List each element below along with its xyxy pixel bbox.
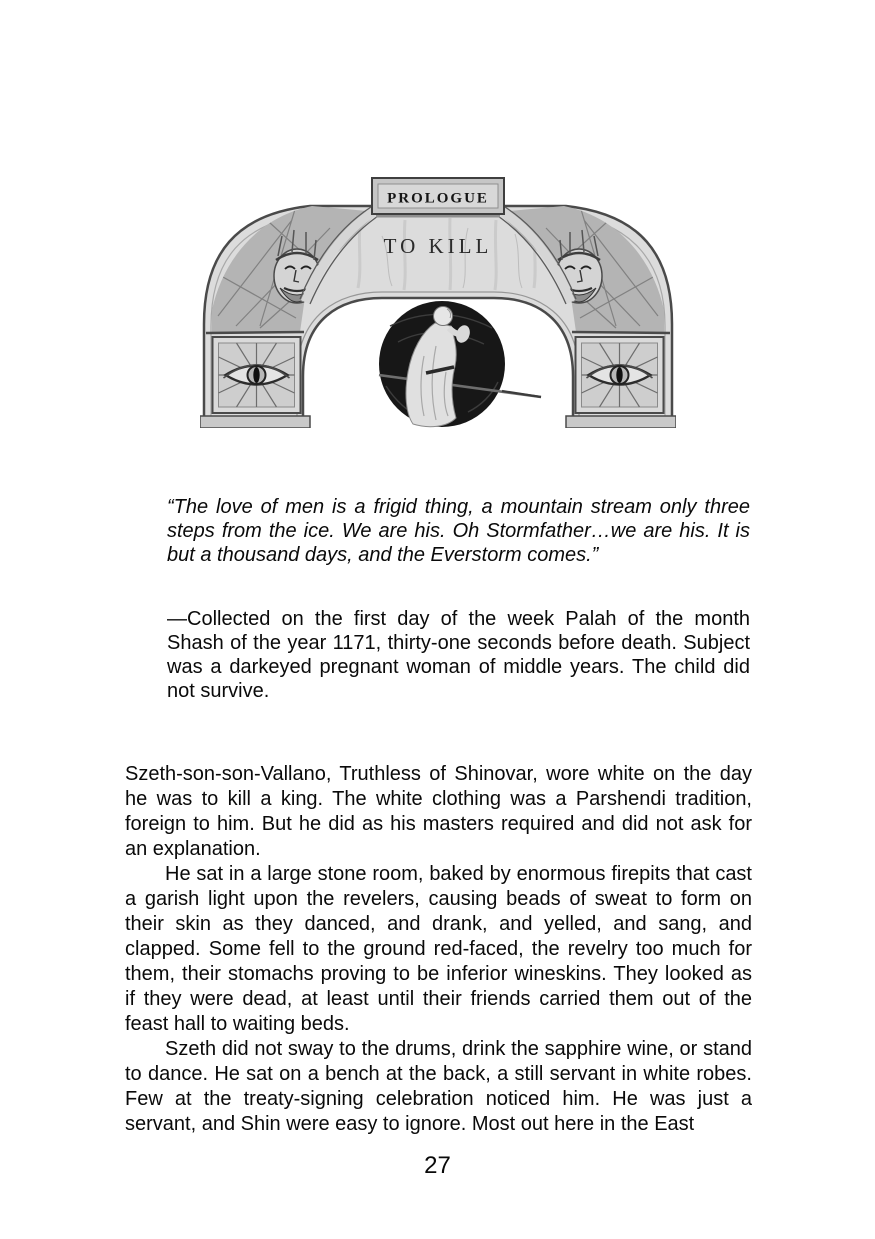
assassin-medallion-icon [379, 301, 541, 427]
chapter-body [125, 762, 752, 1137]
page-number: 27 [424, 1152, 451, 1179]
prologue-banner-label: PROLOGUE [387, 190, 489, 207]
body-paragraph: He sat in a large stone room, baked by enormous firepits that cast a garish light upon the revelers, causing beads of sweat to form on their skin as they danced, and drank, and yelled, and sang, and clapped. Some fell to the ground red-faced, the revelry too much for them, their stomachs proving to be inferior wineskins. They looked as if they were dead, at least until their friends carried them out of the feast hall to waiting beds. [125, 863, 752, 1035]
chapter-ornament [200, 176, 676, 428]
chapter-arch-illustration [200, 176, 676, 428]
epigraph-quote: “The love of men is a frigid thing, a mountain stream only three steps from the ice. We are his. Oh Stormfather…we are his. It is but a thousand days, and the Everstorm comes.” [167, 496, 750, 566]
left-eye-icon [213, 337, 301, 413]
body-paragraph: Szeth-son-son-Vallano, Truthless of Shinovar, wore white on the day he was to kill a king. The white clothing was a Parshendi tradition, foreign to him. But he did as his masters required and did not ask for an explanation. [125, 763, 752, 860]
right-eye-icon [576, 337, 664, 413]
prologue-banner [372, 178, 504, 218]
epigraph-attribution: —Collected on the first day of the week Palah of the month Shash of the year 1171, thirty-one seconds before death. Subject was a darkeyed pregnant woman of middle years. The child did not survive. [167, 608, 750, 702]
body-paragraph: Szeth did not sway to the drums, drink the sapphire wine, or stand to dance. He sat on a bench at the back, a still servant in white robes. Few at the treaty-signing celebration noticed him. He was just a servant, and Shin were easy to ignore. Most out here in the East [125, 1038, 752, 1135]
chapter-title: TO KILL [383, 234, 493, 258]
